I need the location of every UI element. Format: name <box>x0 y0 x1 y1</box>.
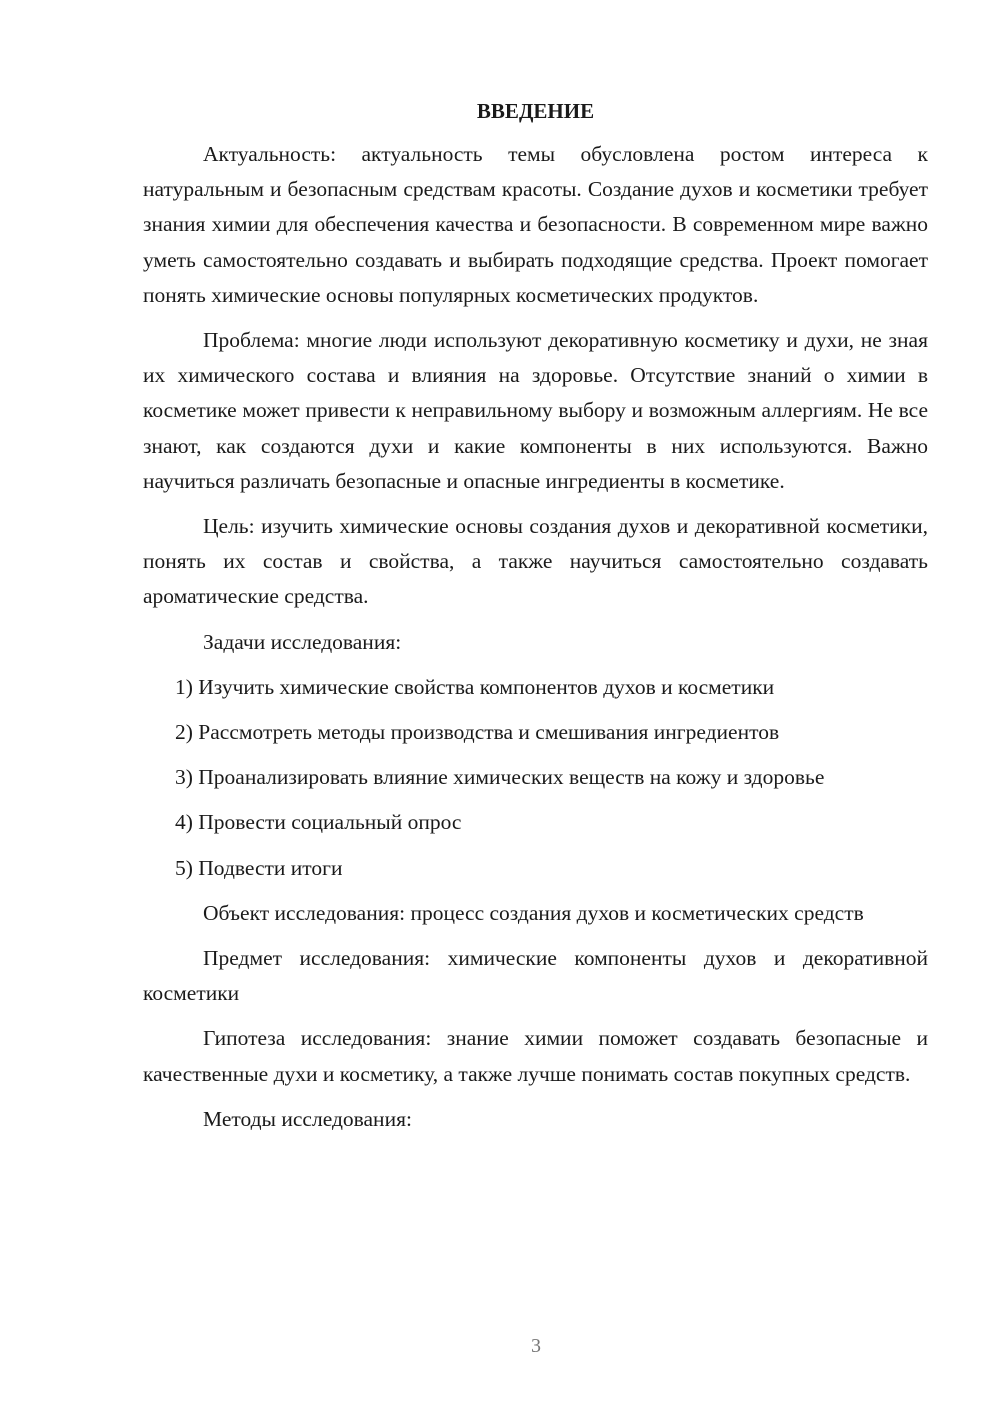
task-item: 1) Изучить химические свойства компонентов духов и косметики <box>175 674 775 699</box>
methods-heading: Методы исследования: <box>203 1106 412 1131</box>
problem-paragraph: Проблема: многие люди используют декоративную косметику и духи, не зная их химического состава и влияния на здоровье. Отсутствие знаний о химии в косметике может привести к неправильному выбору и возможным аллергиям. Не все знают, как создаются духи и какие компоненты в них используются. Важно научиться различать безопасные и опасные ингредиенты в косметике. <box>143 328 928 493</box>
tasks-heading: Задачи исследования: <box>203 629 402 654</box>
task-item: 3) Проанализировать влияние химических веществ на кожу и здоровье <box>175 765 825 790</box>
section-title: ВВЕДЕНИЕ <box>476 99 595 123</box>
document-page <box>143 94 928 1147</box>
task-item: 5) Подвести итоги <box>175 855 343 880</box>
page-number: 3 <box>531 1335 541 1357</box>
tasks-list <box>143 670 928 886</box>
task-item: 2) Рассмотреть методы производства и смешивания ингредиентов <box>175 720 780 745</box>
relevance-paragraph: Актуальность: актуальность темы обусловлена ростом интереса к натуральным и безопасным средствам красоты. Создание духов и косметики требует знания химии для обеспечения качества и безопасности. В современном мире важно уметь самостоятельно создавать и выбирать подходящие средства. Проект помогает понять химические основы популярных косметических продуктов. <box>143 142 928 307</box>
task-item: 4) Провести социальный опрос <box>175 810 462 835</box>
hypothesis-paragraph: Гипотеза исследования: знание химии поможет создавать безопасные и качественные духи и косметику, а также лучше понимать состав покупных средств. <box>143 1026 928 1086</box>
object-paragraph: Объект исследования: процесс создания духов и косметических средств <box>203 900 864 925</box>
subject-paragraph: Предмет исследования: химические компоненты духов и декоративной косметики <box>143 946 928 1006</box>
goal-paragraph: Цель: изучить химические основы создания духов и декоративной косметики, понять их состав и свойства, а также научиться самостоятельно создавать ароматические средства. <box>143 514 928 609</box>
